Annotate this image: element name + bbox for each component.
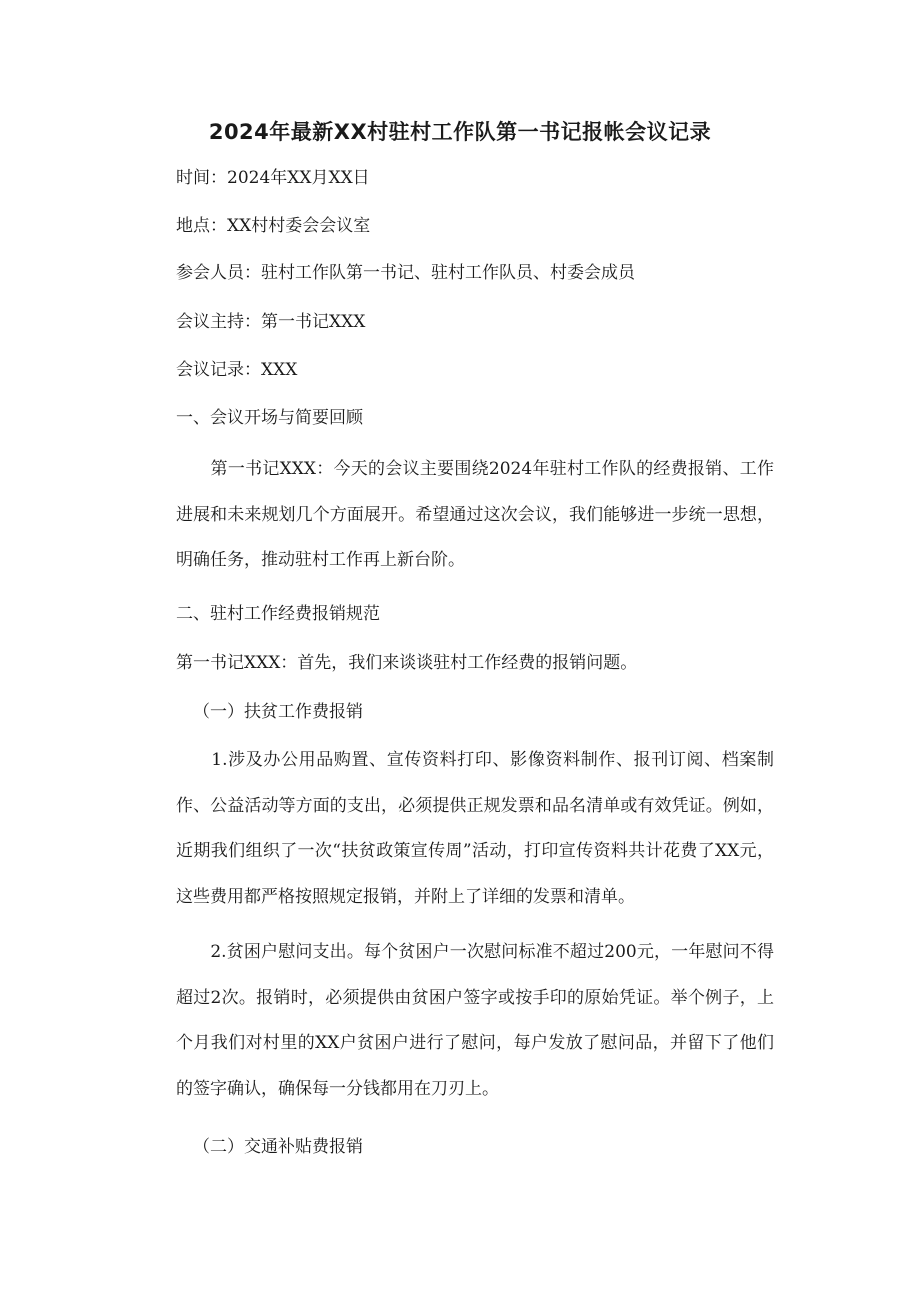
meeting-recorder: 会议记录：XXX xyxy=(176,360,298,380)
meeting-time: 时间：2024年XX月XX日 xyxy=(176,168,370,188)
section-2-heading: 二、驻村工作经费报销规范 xyxy=(176,604,380,624)
meeting-host: 会议主持：第一书记XXX xyxy=(176,312,366,332)
section-2-intro: 第一书记XXX：首先，我们来谈谈驻村工作经费的报销问题。 xyxy=(176,653,638,673)
section-1-paragraph: 第一书记XXX：今天的会议主要围绕2024年驻村工作队的经费报销、工作进展和未来规划几个方面展开。希望通过这次会议，我们能够进一步统一思想，明确任务，推动驻村工作再上新台阶。 xyxy=(176,459,774,570)
meeting-attendees: 参会人员：驻村工作队第一书记、驻村工作队员、村委会成员 xyxy=(176,263,635,283)
subsection-2-heading: （二）交通补贴费报销 xyxy=(193,1137,363,1157)
subsection-1-item-1: 1.涉及办公用品购置、宣传资料打印、影像资料制作、报刊订阅、档案制作、公益活动等方面的支出，必须提供正规发票和品名清单或有效凭证。例如，近期我们组织了一次“扶贫政策宣传周”活动，打印宣传资料共计花费了XX元，这些费用都严格按照规定报销，并附上了详细的发票和清单。 xyxy=(176,750,774,907)
subsection-1-item-2: 2.贫困户慰问支出。每个贫困户一次慰问标准不超过200元，一年慰问不得超过2次。报销时，必须提供由贫困户签字或按手印的原始凭证。举个例子，上个月我们对村里的XX户贫困户进行了慰问，每户发放了慰问品，并留下了他们的签字确认，确保每一分钱都用在刀刃上。 xyxy=(176,942,774,1099)
section-1-heading: 一、会议开场与简要回顾 xyxy=(176,408,363,428)
document-title: 2024年最新XX村驻村工作队第一书记报帐会议记录 xyxy=(208,120,712,144)
meeting-location: 地点：XX村村委会会议室 xyxy=(176,216,371,236)
subsection-1-heading: （一）扶贫工作费报销 xyxy=(193,702,363,722)
